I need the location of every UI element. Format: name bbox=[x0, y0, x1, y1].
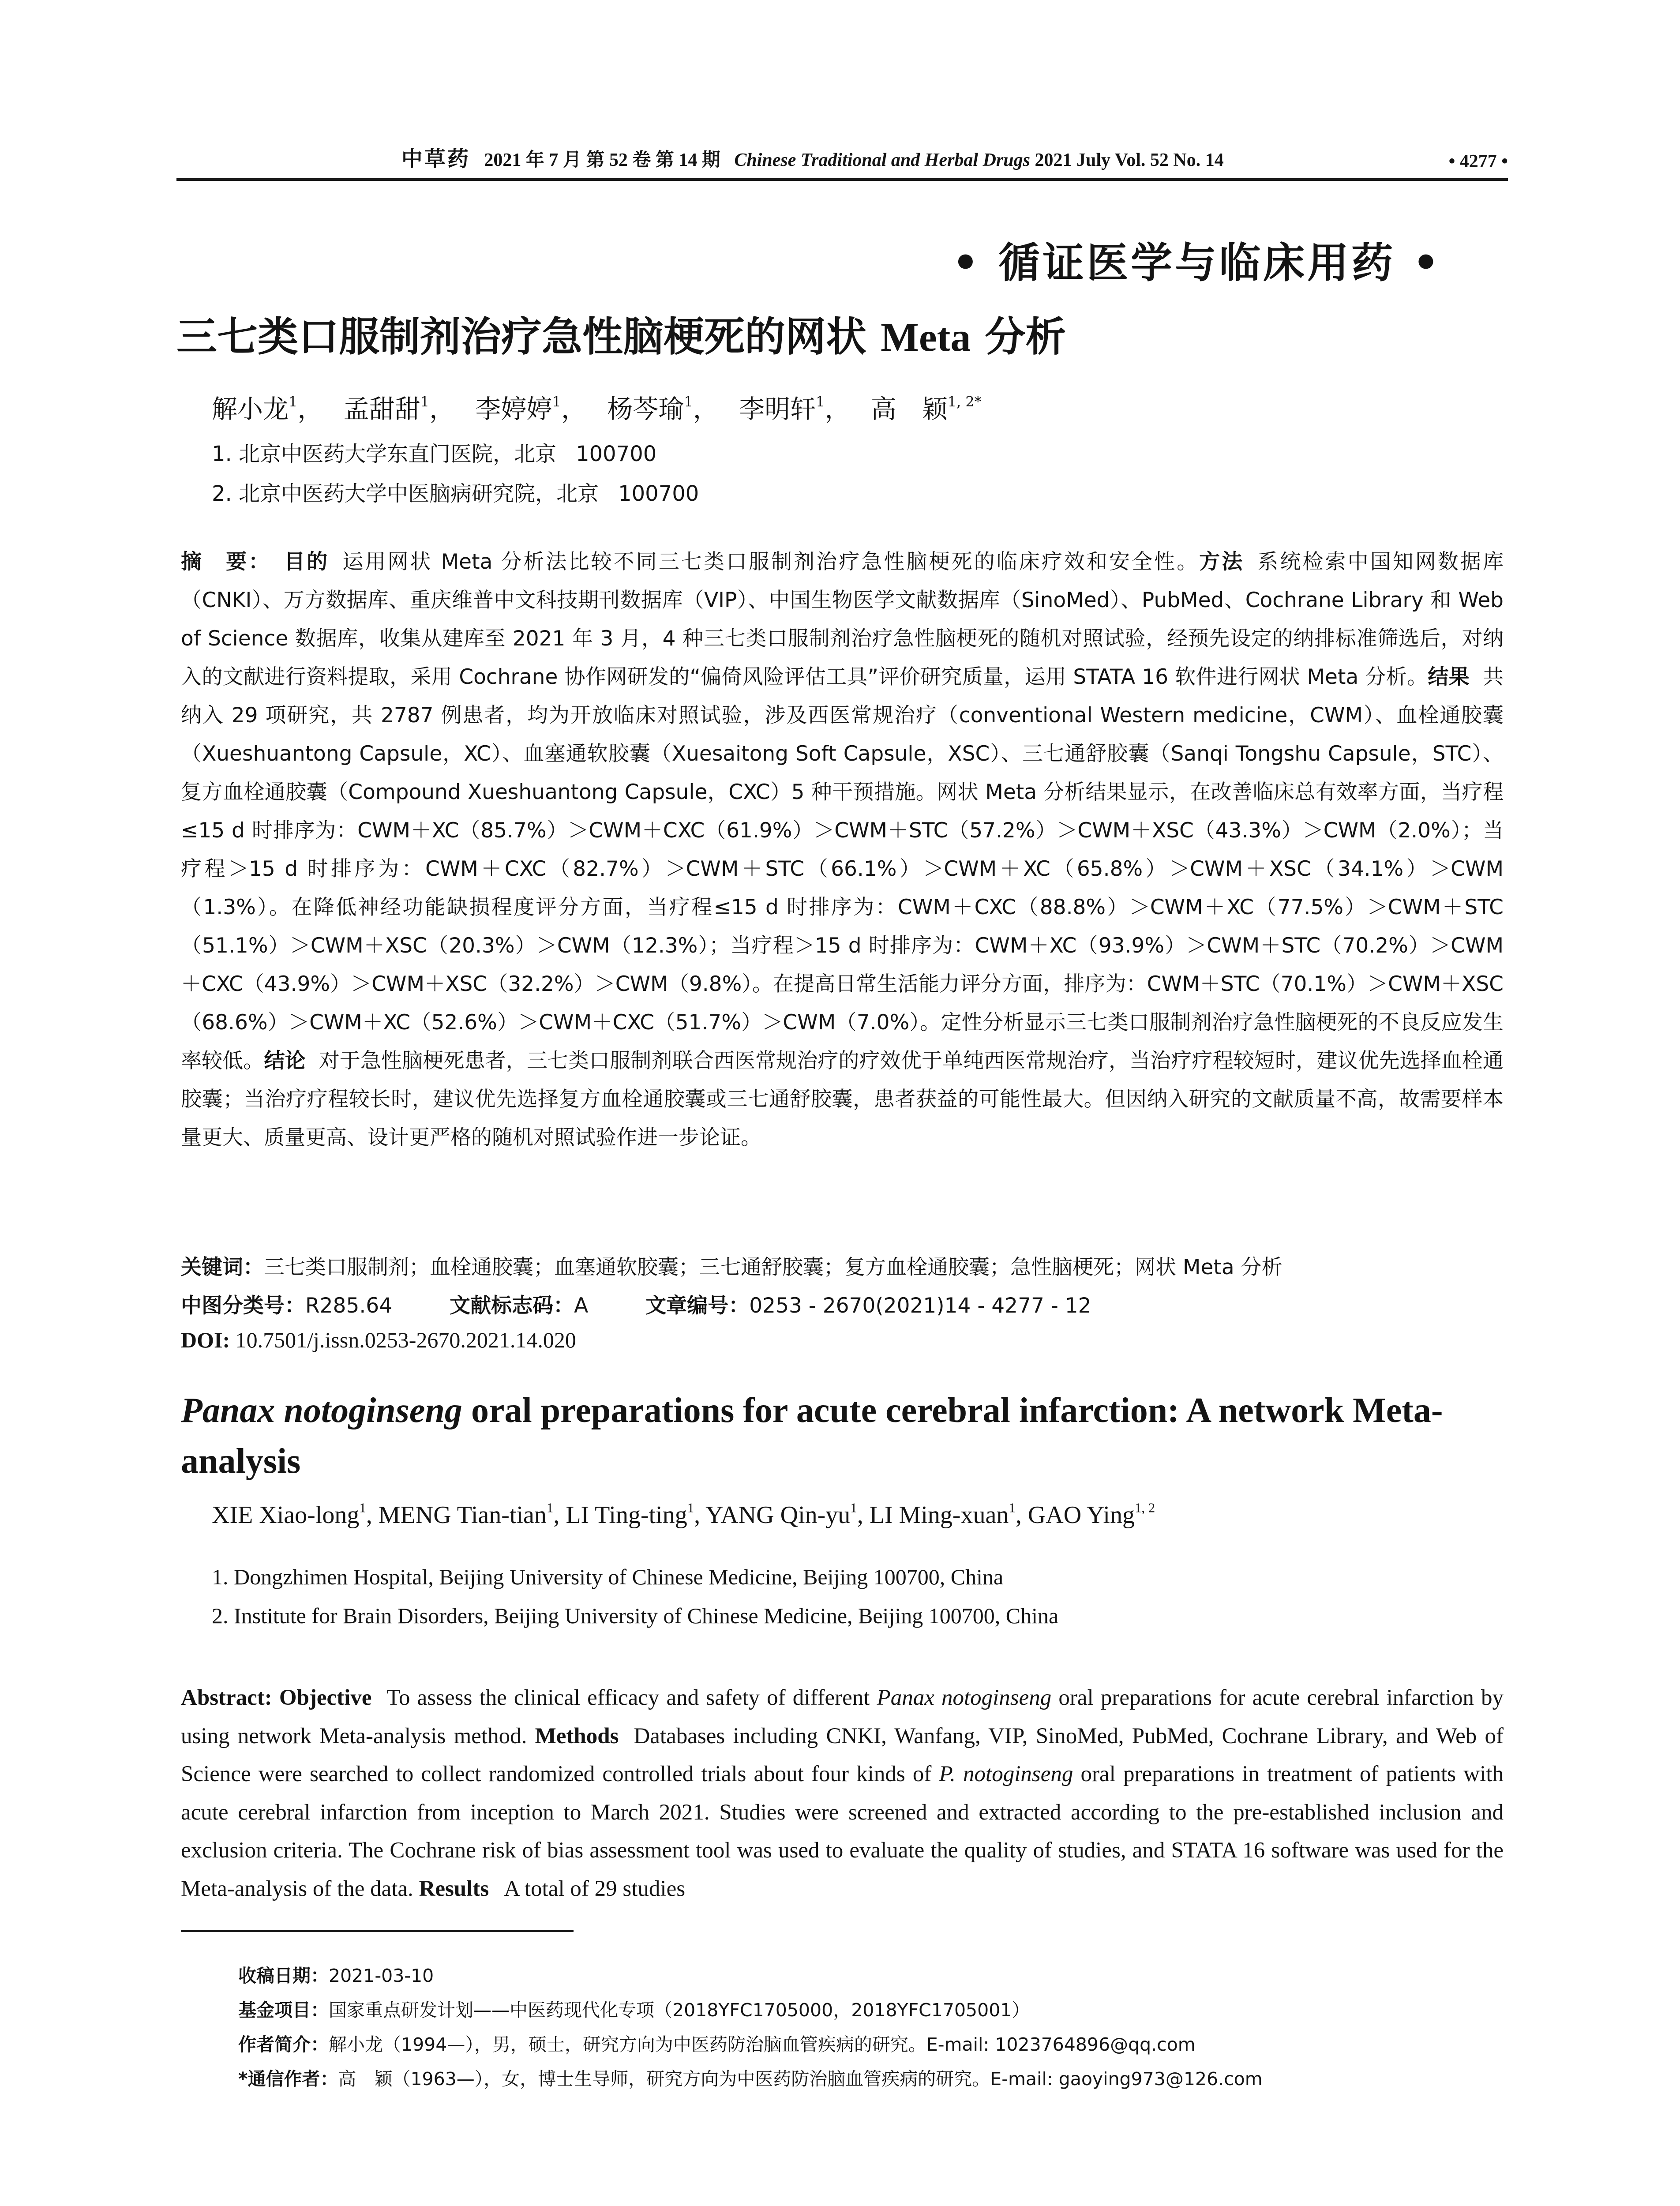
objective-label: 目的 bbox=[284, 550, 330, 574]
doi-value: 10.7501/j.issn.0253-2670.2021.14.020 bbox=[235, 1328, 576, 1352]
keywords-text: 三七类口服制剂；血栓通胶囊；血塞通软胶囊；三七通舒胶囊；复方血栓通胶囊；急性脑梗死；网状 Meta 分析 bbox=[264, 1255, 1282, 1279]
methods-text: 系统检索中国知网数据库（CNKI）、万方数据库、重庆维普中文科技期刊数据库（VIP）、中国生物医学文献数据库（SinoMed）、PubMed、Cochrane Library 和 Web of Science 数据库，收集从建库至 2021 年 3 月，4 种三七类口服制剂治疗急性脑梗死的随机对照试验，经预先设定的纳排标准筛选后，对纳入的文献进行资料提取，采用 Cochrane 协作网研发的“偏倚风险评估工具”评价研究质量，运用 STATA 16 软件进行网状 Meta 分析。 bbox=[181, 550, 1504, 689]
running-header bbox=[176, 146, 1508, 181]
affiliation-text: 2. 北京中医药大学中医脑病研究院，北京 bbox=[212, 481, 599, 506]
abstract-en-label: Abstract: Objective bbox=[181, 1685, 372, 1710]
doi-label: DOI: bbox=[181, 1328, 230, 1352]
author-sep: , bbox=[553, 1501, 566, 1529]
objective-text: 运用网状 Meta 分析法比较不同三七类口服制剂治疗急性脑梗死的临床疗效和安全性。 bbox=[342, 550, 1200, 574]
footnote-text: 高 颖（1963—），女，博士生导师，研究方向为中医药防治脑血管疾病的研究。E-mail: gaoying973@126.com bbox=[338, 2068, 1263, 2090]
author-sep: , bbox=[366, 1501, 379, 1529]
title-cn bbox=[176, 304, 1066, 363]
author-name: 李婷婷 bbox=[475, 394, 552, 424]
results-text: A total of 29 studies bbox=[504, 1876, 686, 1901]
clc-value: R285.64 bbox=[305, 1294, 393, 1318]
author-name: GAO Ying bbox=[1028, 1501, 1135, 1529]
results-label: Results bbox=[419, 1876, 489, 1901]
author-sup: 1 bbox=[850, 1500, 857, 1515]
methods-italic: P. notoginseng bbox=[939, 1762, 1073, 1786]
affiliation-postcode: 100700 bbox=[618, 481, 699, 506]
abstract-label: 摘 要： bbox=[181, 550, 271, 574]
footnote-text: 2021-03-10 bbox=[329, 1965, 434, 1986]
author-sup: 1 bbox=[816, 393, 825, 410]
affiliation-text: 1. 北京中医药大学东直门医院，北京 bbox=[212, 442, 557, 466]
footnote-funding bbox=[238, 1996, 1030, 2022]
author-cn bbox=[212, 394, 335, 424]
authors-cn bbox=[212, 388, 982, 425]
author-sep: , bbox=[1015, 1501, 1028, 1529]
methods-label: 方法 bbox=[1199, 550, 1245, 574]
author-sup: 1 bbox=[684, 393, 693, 410]
footnote-text: 解小龙（1994—），男，硕士，研究方向为中医药防治脑血管疾病的研究。E-mail: 1023764896@qq.com bbox=[329, 2034, 1196, 2055]
results-label: 结果 bbox=[1428, 665, 1470, 689]
author-cn bbox=[871, 394, 982, 424]
title-en-italic: Panax notoginseng bbox=[181, 1391, 462, 1430]
author-name: YANG Qin-yu bbox=[705, 1501, 851, 1529]
abstract-cn bbox=[181, 543, 1504, 1157]
title-en-rest: oral preparations for acute cerebral infarction: A network Meta-analysis bbox=[181, 1391, 1443, 1481]
author-sup: 1 bbox=[359, 1500, 366, 1515]
author-name: MENG Tian-tian bbox=[378, 1501, 547, 1529]
keywords-cn bbox=[181, 1251, 1282, 1280]
author-en bbox=[379, 1501, 566, 1529]
abstract-en bbox=[181, 1679, 1504, 1908]
affiliation-cn bbox=[212, 476, 699, 507]
doc-code-value: A bbox=[574, 1294, 589, 1318]
affiliation-cn bbox=[212, 437, 656, 467]
footnote-corresponding bbox=[238, 2064, 1263, 2090]
results-text: 共纳入 29 项研究，共 2787 例患者，均为开放临床对照试验，涉及西医常规治疗（conventional Western medicine，CWM）、血栓通胶囊（Xueshuantong Capsule，XC）、血塞通软胶囊（Xuesaitong Soft Capsule，XSC）、三七通舒胶囊（Sanqi Tongshu Capsule，STC）、复方血栓通胶囊（Compound Xueshuantong Capsule，CXC）5 种干预措施。网状 Meta 分析结果显示，在改善临床总有效率方面，当疗程≤15 d 时排序为：CWM＋XC（85.7%）＞CWM＋CXC（61.9%）＞CWM＋STC（57.2%）＞CWM＋XSC（43.3%）＞CWM（2.0%）；当疗程＞15 d 时排序为：CWM＋CXC（82.7%）＞CWM＋STC（66.1%）＞CWM＋XC（65.8%）＞CWM＋XSC（34.1%）＞CWM（1.3%）。在降低神经功能缺损程度评分方面，当疗程≤15 d 时排序为：CWM＋CXC（88.8%）＞CWM＋XC（77.5%）＞CWM＋STC（51.1%）＞CWM＋XSC（20.3%）＞CWM（12.3%）；当疗程＞15 d 时排序为：CWM＋XC（93.9%）＞CWM＋STC（70.2%）＞CWM＋CXC（43.9%）＞CWM＋XSC（32.2%）＞CWM（9.8%）。在提高日常生活能力评分方面，排序为：CWM＋STC（70.1%）＞CWM＋XSC（68.6%）＞CWM＋XC（52.6%）＞CWM＋CXC（51.7%）＞CWM（7.0%）。定性分析显示三七类口服制剂治疗急性脑梗死的不良反应发生率较低。 bbox=[181, 665, 1504, 1073]
author-cn bbox=[607, 394, 731, 424]
author-sep: , bbox=[694, 1501, 706, 1529]
author-sup: 1 bbox=[687, 1500, 694, 1515]
author-sep: ， bbox=[297, 394, 323, 424]
journal-name-en: Chinese Traditional and Herbal Drugs bbox=[734, 150, 1030, 170]
author-sep: ， bbox=[693, 394, 719, 424]
affiliation-en: 1. Dongzhimen Hospital, Beijing University of Chinese Medicine, Beijing 100700, China bbox=[212, 1564, 1004, 1589]
author-name: LI Ting-ting bbox=[566, 1501, 687, 1529]
author-sup: 1 bbox=[546, 1500, 554, 1515]
footnote-rule bbox=[181, 1930, 574, 1932]
author-en bbox=[212, 1501, 379, 1529]
author-name: 杨芩瑜 bbox=[607, 394, 684, 424]
affiliation-en: 2. Institute for Brain Disorders, Beijing University of Chinese Medicine, Beijing 100700, China bbox=[212, 1603, 1059, 1628]
footnote-author-bio bbox=[238, 2030, 1196, 2056]
keywords-label: 关键词： bbox=[181, 1255, 264, 1279]
author-sup: 1, 2 bbox=[1134, 1500, 1155, 1515]
title-cn-latin: Meta bbox=[881, 315, 971, 360]
footnote-label: 收稿日期： bbox=[238, 1965, 329, 1986]
author-name: XIE Xiao-long bbox=[212, 1501, 360, 1529]
author-sep: , bbox=[857, 1501, 870, 1529]
article-no-label: 文章编号： bbox=[645, 1294, 750, 1318]
methods-label: Methods bbox=[535, 1723, 619, 1748]
author-sep: ， bbox=[825, 394, 851, 424]
clc-label: 中图分类号： bbox=[181, 1294, 305, 1318]
author-cn bbox=[344, 394, 467, 424]
footnote-label: 作者简介： bbox=[238, 2034, 329, 2055]
author-name: 解小龙 bbox=[212, 394, 289, 424]
running-header-journal bbox=[176, 142, 1449, 172]
journal-name-cn: 中草药 bbox=[401, 147, 470, 171]
title-en bbox=[181, 1385, 1504, 1487]
conclusion-label: 结论 bbox=[264, 1049, 306, 1073]
author-sup: 1 bbox=[552, 393, 561, 410]
issue-cn: 2021 年 7 月 第 52 卷 第 14 期 bbox=[484, 150, 720, 170]
column-tag: • 循证医学与临床用药 • bbox=[952, 239, 1442, 287]
author-name: 李明轩 bbox=[739, 394, 816, 424]
issue-en: 2021 July Vol. 52 No. 14 bbox=[1035, 150, 1224, 170]
footnote-received bbox=[238, 1961, 434, 1987]
author-name: 孟甜甜 bbox=[343, 394, 420, 424]
author-en bbox=[705, 1501, 870, 1529]
classification-line bbox=[181, 1289, 1091, 1319]
author-en bbox=[870, 1501, 1028, 1529]
title-cn-main: 三七类口服制剂治疗急性脑梗死的网状 bbox=[176, 313, 881, 360]
page-number: • 4277 • bbox=[1448, 151, 1508, 172]
author-sup: 1 bbox=[1009, 1500, 1016, 1515]
doi-line bbox=[181, 1327, 576, 1353]
author-name: LI Ming-xuan bbox=[869, 1501, 1009, 1529]
author-cn bbox=[476, 394, 599, 424]
affiliation-postcode: 100700 bbox=[576, 442, 657, 466]
footnote-label: *通信作者： bbox=[238, 2068, 338, 2090]
methods-text: Databases including CNKI, Wanfang, VIP, SinoMed, PubMed, Cochrane Library, and Web of Science were searched to collect randomized controlled trials about four kinds of bbox=[181, 1723, 1504, 1786]
methods-text: oral preparations in treatment of patients with acute cerebral infarction from inception to March 2021. Studies were screened and extracted according to the pre-established inclusion and exclusion criteria. The Cochrane risk of bias assessment tool was used to evaluate the quality of studies, and STATA 16 software was used for the Meta-analysis of the data. bbox=[181, 1762, 1504, 1901]
doc-code-label: 文献标志码： bbox=[450, 1294, 574, 1318]
conclusion-text: 对于急性脑梗死患者，三七类口服制剂联合西医常规治疗的疗效优于单纯西医常规治疗，当治疗疗程较短时，建议优先选择血栓通胶囊；当治疗疗程较长时，建议优先选择复方血栓通胶囊或三七通舒胶囊，患者获益的可能性最大。但因纳入研究的文献质量不高，故需要样本量更大、质量更高、设计更严格的随机对照试验作进一步论证。 bbox=[181, 1049, 1504, 1150]
authors-en bbox=[212, 1500, 1155, 1529]
footnote-label: 基金项目： bbox=[238, 2000, 329, 2021]
author-en bbox=[566, 1501, 705, 1529]
author-sep: ， bbox=[429, 394, 455, 424]
author-sup: 1 bbox=[420, 393, 430, 410]
objective-text: oral preparations for acute cerebral infarction by using network Meta-analysis method. bbox=[181, 1685, 1504, 1748]
author-sup: 1 bbox=[289, 393, 298, 410]
objective-italic: Panax notoginseng bbox=[877, 1685, 1052, 1710]
title-cn-suffix: 分析 bbox=[971, 313, 1066, 360]
author-cn bbox=[739, 394, 862, 424]
footnote-text: 国家重点研发计划——中医药现代化专项（2018YFC1705000，2018YFC1705001） bbox=[329, 2000, 1030, 2021]
author-name: 高 颖 bbox=[870, 394, 948, 424]
author-sup: 1, 2* bbox=[947, 393, 982, 410]
objective-text: To assess the clinical efficacy and safety of different bbox=[386, 1685, 877, 1710]
article-no-value: 0253 - 2670(2021)14 - 4277 - 12 bbox=[749, 1294, 1091, 1318]
author-en bbox=[1028, 1501, 1155, 1529]
author-sep: ， bbox=[561, 394, 587, 424]
